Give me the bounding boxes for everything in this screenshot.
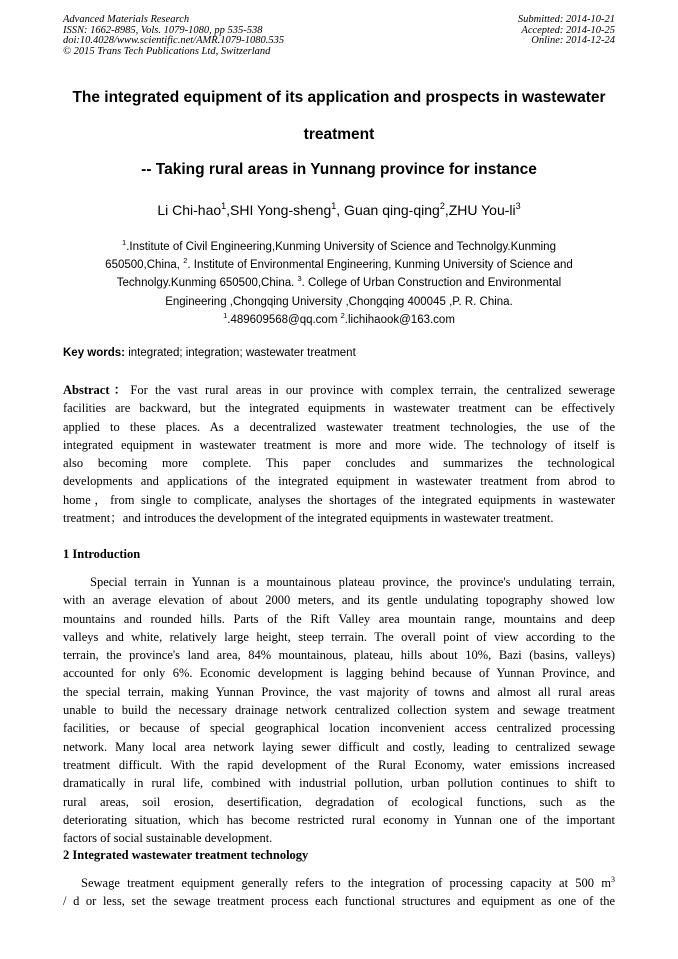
author-affil-mark: 1 — [331, 201, 337, 211]
body-line: facilities, or because of special geographical location inconvenient access centralized processing — [63, 721, 615, 736]
technology-paragraph — [63, 874, 615, 911]
submitted-date: Submitted: 2014-10-21 — [517, 14, 615, 25]
affiliation-line — [66, 238, 612, 256]
keywords-label: Key words: — [63, 347, 125, 359]
abstract-line: facilities are backward, but the integrated equipments in wastewater treatment can be effectively — [63, 401, 615, 416]
affil-mark: 3 — [297, 274, 302, 284]
author-affil-mark: 1 — [221, 201, 227, 211]
body-line: with an average elevation of about 2000 meters, and its gentle undulating topography showed low — [63, 593, 615, 608]
affiliation-line — [66, 256, 612, 274]
journal-name: Advanced Materials Research — [63, 14, 190, 25]
abstract-label: Abstract： — [63, 383, 131, 397]
body-line — [63, 874, 615, 892]
section-heading-integrated-technology: 2 Integrated wastewater treatment technology — [63, 848, 309, 862]
abstract-line — [63, 381, 615, 399]
author-name: Li Chi-hao — [157, 202, 222, 218]
author-affil-mark: 3 — [515, 201, 521, 211]
abstract-text: For the vast rural areas in our province with complex terrain, the centralized sewerage — [130, 383, 616, 397]
affiliation-line — [66, 274, 612, 292]
body-line: valleys and white, relatively large height, steep terrain. The overall point of view according to the — [63, 629, 615, 644]
author-name: ,SHI Yong-sheng — [226, 202, 332, 218]
accepted-date: Accepted: 2014-10-25 — [521, 24, 615, 36]
email-line — [66, 311, 612, 329]
affil-text: .Institute of Civil Engineering,Kunming University of Science and Technolgy.Kunming — [126, 241, 556, 253]
author-list — [40, 202, 638, 218]
issn-line: ISSN: 1662-8985, Vols. 1079-1080, pp 535-538 — [63, 24, 263, 36]
paper-title-line-1: The integrated equipment of its application and prospects in wastewater — [72, 89, 606, 106]
abstract-line: also becoming more complete. This paper concludes and summarizes the technological — [63, 456, 615, 471]
body-line: Special terrain in Yunnan is a mountainous plateau province, the province's undulating terrain, — [90, 575, 615, 589]
abstract-line: treatment；and introduces the development of the integrated equipments in wastewater treatment. — [63, 511, 554, 526]
body-line: accounted for only 6%. Economic development is lagging behind because of Yunnan Province, and — [63, 666, 615, 681]
body-line: / d or less, set the sewage treatment process each functional structures and equipment as one of the — [63, 894, 615, 909]
author-name: ,ZHU You-li — [444, 202, 516, 218]
abstract-line: applied to these places. As a decentralized wastewater treatment technologies, the use of the — [63, 419, 615, 434]
email-text: .489609568@qq.com — [227, 313, 341, 326]
body-line: the special terrain, making Yunnan Province, the vast majority of towns and almost all rural areas — [63, 684, 615, 699]
paper-subtitle: -- Taking rural areas in Yunnang province for instance — [141, 161, 537, 178]
affiliation-line: Engineering ,Chongqing University ,Chongqing 400045 ,P. R. China. — [165, 295, 513, 308]
author-name: , Guan qing-qing — [336, 202, 440, 218]
body-line: network. Many local area network laying sewer difficult and costly, leading to centralized sewage — [63, 739, 615, 754]
body-line: deteriorating situation, which has become restricted rural economy in Yunnan one of the important — [63, 812, 615, 827]
body-text: Sewage treatment equipment generally refers to the integration of processing capacity at 500 m — [81, 876, 611, 890]
online-date: Online: 2014-12-24 — [531, 35, 615, 46]
affil-mark: 1 — [122, 238, 127, 247]
abstract-line: home，from single to complicate, analyses the shortages of the integrated equipments in wastewater — [63, 492, 615, 507]
section-heading-introduction: 1 Introduction — [63, 547, 141, 561]
keywords — [63, 347, 356, 359]
paper-title-line-2: treatment — [303, 126, 375, 143]
affil-text: Technolgy.Kunming 650500,China. — [116, 277, 298, 290]
affil-mark: 2 — [183, 256, 188, 266]
introduction-paragraph — [63, 573, 615, 847]
affil-text: 650500,China, — [105, 259, 184, 272]
superscript: 3 — [611, 875, 615, 884]
body-line: rural areas, soil erosion, desertification, degradation of ecological functions, such as the — [63, 794, 615, 809]
doi-line: doi:10.4028/www.scientific.net/AMR.1079-1080.535 — [63, 35, 285, 46]
email-text: .lichihaook@163.com — [344, 313, 455, 326]
abstract-paragraph — [63, 381, 615, 527]
body-line: mountains and rounded hills. Parts of the Rift Valley area mountain range, mountains and deep — [63, 611, 615, 626]
journal-header-left — [63, 15, 284, 57]
body-line: treatment difficult. With the rapid development of the Rural Economy, water emissions increased — [63, 757, 615, 772]
body-line: dramatically in rural life, combined with industrial pollution, urban pollution continues to shift to — [63, 776, 615, 791]
journal-header-right — [518, 15, 615, 47]
affiliations — [66, 238, 612, 329]
abstract-line: developments and applications of the integrated equipment in wastewater treatment from abrod to — [63, 474, 615, 489]
affil-text: . College of Urban Construction and Environmental — [301, 277, 562, 290]
body-line: unable to build the necessary drainage network centralized collection system and sewage treatment — [63, 703, 615, 718]
affil-mark: 2 — [340, 310, 345, 320]
keywords-value: integrated; integration; wastewater treatment — [125, 347, 356, 359]
affil-text: . Institute of Environmental Engineering, Kunming University of Science and — [187, 259, 573, 272]
body-line: terrain, the province's land area, 84% mountainous, plateau, hills about 10%, Bazi (basins, valleys) — [63, 648, 615, 663]
affil-mark: 1 — [223, 310, 228, 320]
author-affil-mark: 2 — [439, 201, 445, 211]
body-line: factors of social sustainable development. — [63, 831, 273, 846]
copyright-line: © 2015 Trans Tech Publications Ltd, Switzerland — [63, 45, 271, 57]
abstract-line: integrated equipment in wastewater treatment is more and more wide. The technology of itself is — [63, 437, 615, 452]
